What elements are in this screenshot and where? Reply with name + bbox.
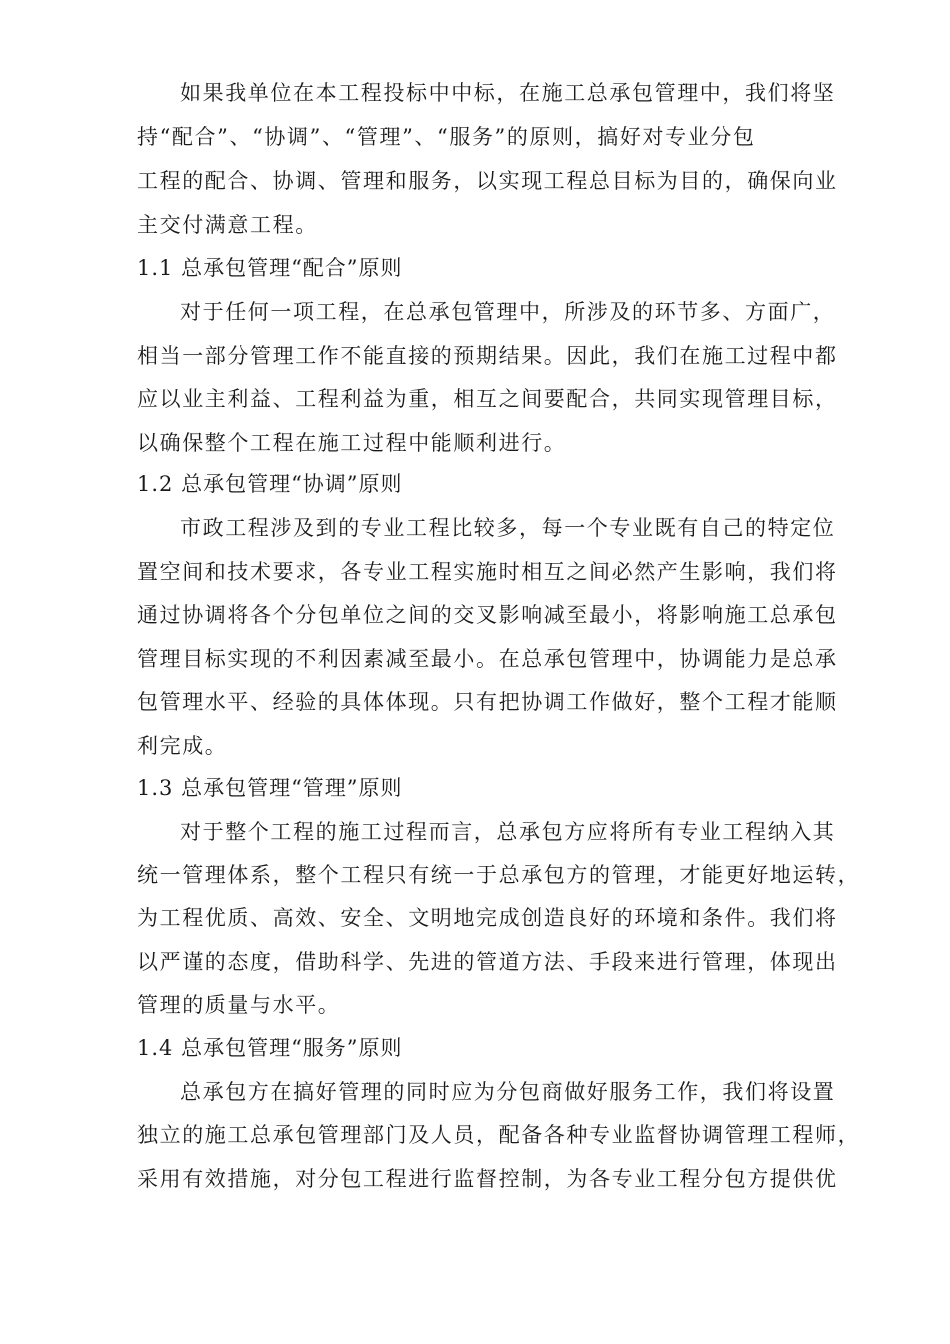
intro-paragraph-line: 主交付满意工程。 — [137, 213, 318, 237]
paragraph-line: 包管理水平、经验的具体体现。只有把协调工作做好，整个工程才能顺 — [137, 690, 838, 714]
paragraph-line: 利完成。 — [137, 734, 228, 758]
paragraph-line: 以确保整个工程在施工过程中能顺利进行。 — [137, 431, 567, 455]
section-heading-1-3: 1.3 总承包管理“管理”原则 — [137, 776, 403, 800]
paragraph-line: 采用有效措施，对分包工程进行监督控制，为各专业工程分包方提供优 — [137, 1167, 838, 1191]
section-heading-1-1: 1.1 总承包管理“配合”原则 — [137, 256, 403, 280]
paragraph-line: 置空间和技术要求，各专业工程实施时相互之间必然产生影响，我们将 — [137, 560, 838, 584]
paragraph-line: 总承包方在搞好管理的同时应为分包商做好服务工作，我们将设置 — [180, 1080, 836, 1104]
paragraph-line: 通过协调将各个分包单位之间的交叉影响减至最小，将影响施工总承包 — [137, 603, 838, 627]
paragraph-line: 为工程优质、高效、安全、文明地完成创造良好的环境和条件。我们将 — [137, 906, 838, 930]
paragraph-line: 应以业主利益、工程利益为重，相互之间要配合，共同实现管理目标， — [137, 387, 838, 411]
intro-paragraph-line: 工程的配合、协调、管理和服务，以实现工程总目标为目的，确保向业 — [137, 169, 838, 193]
paragraph-line: 对于任何一项工程，在总承包管理中，所涉及的环节多、方面广， — [180, 300, 836, 324]
paragraph-line: 相当一部分管理工作不能直接的预期结果。因此，我们在施工过程中都 — [137, 344, 838, 368]
paragraph-line: 统一管理体系，整个工程只有统一于总承包方的管理，才能更好地运转， — [137, 863, 861, 887]
intro-paragraph-line: 如果我单位在本工程投标中中标，在施工总承包管理中，我们将坚 — [180, 81, 836, 105]
intro-paragraph-line: 持“配合”、“协调”、“管理”、“服务”的原则，搞好对专业分包 — [137, 125, 756, 149]
section-heading-1-4: 1.4 总承包管理“服务”原则 — [137, 1036, 403, 1060]
paragraph-line: 对于整个工程的施工过程而言，总承包方应将所有专业工程纳入其 — [180, 820, 836, 844]
paragraph-line: 管理的质量与水平。 — [137, 993, 341, 1017]
paragraph-line: 以严谨的态度，借助科学、先进的管道方法、手段来进行管理，体现出 — [137, 950, 838, 974]
paragraph-line: 独立的施工总承包管理部门及人员，配备各种专业监督协调管理工程师， — [137, 1123, 861, 1147]
paragraph-line: 市政工程涉及到的专业工程比较多，每一个专业既有自己的特定位 — [180, 516, 836, 540]
paragraph-line: 管理目标实现的不利因素减至最小。在总承包管理中，协调能力是总承 — [137, 647, 838, 671]
section-heading-1-2: 1.2 总承包管理“协调”原则 — [137, 472, 403, 496]
